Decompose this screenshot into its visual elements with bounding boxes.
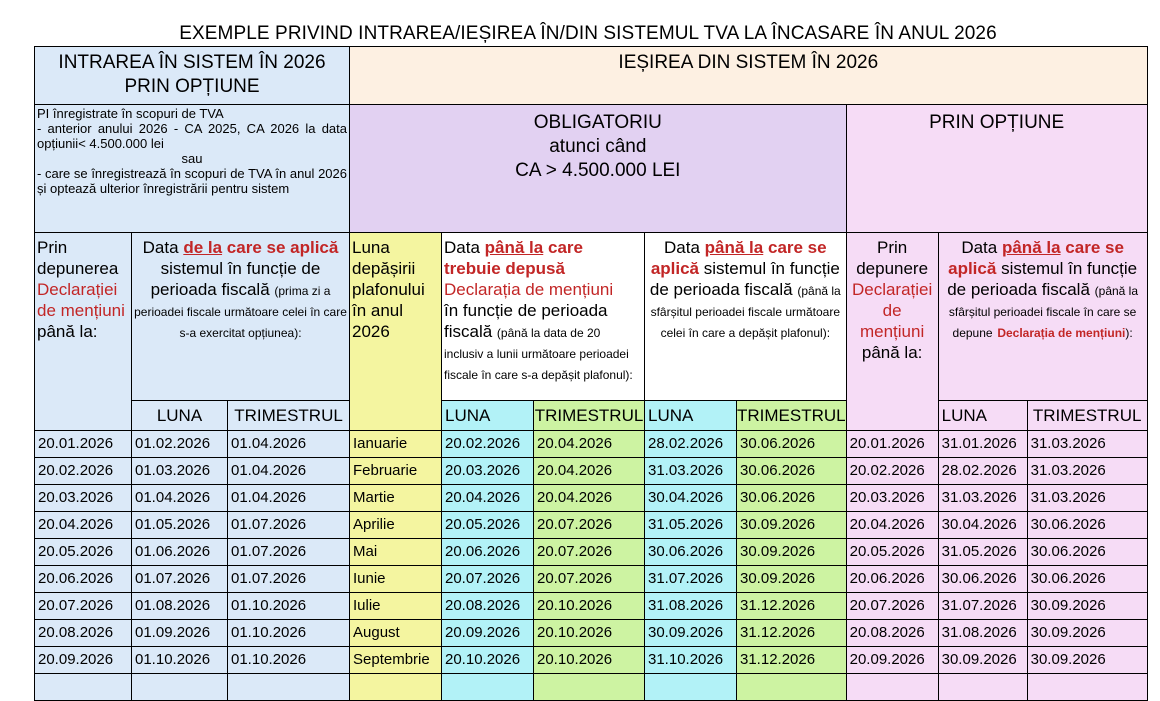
cell-depunere-optiune: 20.08.2026 bbox=[846, 620, 938, 647]
cell-luna-depasire: Septembrie bbox=[350, 647, 442, 674]
col6-b: Declarației de mențiuni bbox=[851, 280, 933, 341]
cell-iesire-luna: 31.08.2026 bbox=[645, 593, 737, 620]
cell-optiune-trimestru bbox=[1027, 674, 1147, 701]
cell-depunere-optiune: 20.05.2026 bbox=[846, 539, 938, 566]
intrare-header-line2: PRIN OPȚIUNE bbox=[124, 76, 260, 97]
subheader-trimestrul-2: TRIMESTRUL bbox=[534, 401, 645, 431]
conditions-line1: PI înregistrate în scopuri de TVA bbox=[37, 106, 224, 121]
col-prin-depunere bbox=[846, 233, 938, 431]
col5-c: care se aplică bbox=[650, 238, 827, 278]
col6-a: Prin depunere bbox=[856, 238, 929, 278]
cell-depunere-intrare: 20.07.2026 bbox=[35, 593, 132, 620]
iesire-header-text: IEȘIREA DIN SISTEM ÎN 2026 bbox=[618, 52, 879, 73]
cell-aplicare-trimestru: 01.10.2026 bbox=[228, 647, 350, 674]
cell-iesire-trimestru: 30.06.2026 bbox=[737, 431, 847, 458]
cell-depunere-trimestru: 20.10.2026 bbox=[534, 620, 645, 647]
cell-iesire-trimestru bbox=[737, 674, 847, 701]
cell-luna-depasire: Aprilie bbox=[350, 512, 442, 539]
cell-aplicare-trimestru: 01.04.2026 bbox=[228, 431, 350, 458]
subheader-luna-4: LUNA bbox=[938, 401, 1027, 431]
cell-depunere-optiune: 20.01.2026 bbox=[846, 431, 938, 458]
conditions-line3: sau bbox=[181, 151, 203, 166]
cell-depunere-trimestru: 20.10.2026 bbox=[534, 647, 645, 674]
cell-depunere-luna: 20.03.2026 bbox=[442, 458, 534, 485]
cell-depunere-luna: 20.04.2026 bbox=[442, 485, 534, 512]
col-data-de-la bbox=[132, 233, 350, 401]
col3-a: Luna depășirii plafonului în anul 2026 bbox=[352, 238, 425, 341]
cell-iesire-luna: 30.09.2026 bbox=[645, 620, 737, 647]
cell-depunere-optiune bbox=[846, 674, 938, 701]
subheader-luna-2: LUNA bbox=[442, 401, 534, 431]
cell-iesire-trimestru: 30.06.2026 bbox=[737, 485, 847, 512]
col5-e: (până la sfârșitul perioadei fiscale următoare celei în care a depășit plafonul): bbox=[650, 284, 841, 340]
cell-aplicare-trimestru: 01.07.2026 bbox=[228, 566, 350, 593]
cell-iesire-luna bbox=[645, 674, 737, 701]
cell-luna-depasire: Martie bbox=[350, 485, 442, 512]
cell-depunere-intrare: 20.06.2026 bbox=[35, 566, 132, 593]
cell-iesire-trimestru: 31.12.2026 bbox=[737, 593, 847, 620]
cell-depunere-trimestru: 20.10.2026 bbox=[534, 593, 645, 620]
cell-depunere-optiune: 20.04.2026 bbox=[846, 512, 938, 539]
cell-depunere-trimestru: 20.07.2026 bbox=[534, 512, 645, 539]
cell-aplicare-trimestru: 01.04.2026 bbox=[228, 485, 350, 512]
cell-optiune-luna: 30.09.2026 bbox=[938, 647, 1027, 674]
cell-depunere-trimestru: 20.07.2026 bbox=[534, 539, 645, 566]
cell-depunere-optiune: 20.09.2026 bbox=[846, 647, 938, 674]
col7-c: care se aplică bbox=[948, 238, 1124, 278]
table-row bbox=[35, 431, 1148, 458]
col2-c: care se aplică bbox=[226, 238, 339, 257]
cell-depunere-intrare: 20.03.2026 bbox=[35, 485, 132, 512]
cell-aplicare-luna: 01.03.2026 bbox=[132, 458, 228, 485]
obligatoriu-line1: OBLIGATORIU bbox=[533, 112, 662, 133]
cell-luna-depasire: Iulie bbox=[350, 593, 442, 620]
col7-g: ): bbox=[1125, 326, 1133, 340]
col4-d: trebuie depusă bbox=[444, 259, 565, 278]
col2-d: sistemul în funcție de perioada fiscală bbox=[150, 259, 321, 299]
obligatoriu-header bbox=[350, 105, 847, 233]
cell-depunere-trimestru: 20.04.2026 bbox=[534, 431, 645, 458]
cell-depunere-intrare bbox=[35, 674, 132, 701]
col1-b: Declarației de mențiuni bbox=[37, 280, 125, 320]
cell-optiune-trimestru: 30.06.2026 bbox=[1027, 566, 1147, 593]
cell-luna-depasire: Februarie bbox=[350, 458, 442, 485]
table-row bbox=[35, 512, 1148, 539]
table-row bbox=[35, 566, 1148, 593]
col1-c: până la: bbox=[37, 322, 98, 341]
cell-optiune-trimestru: 30.09.2026 bbox=[1027, 647, 1147, 674]
cell-depunere-trimestru bbox=[534, 674, 645, 701]
cell-aplicare-luna: 01.02.2026 bbox=[132, 431, 228, 458]
cell-aplicare-trimestru: 01.07.2026 bbox=[228, 512, 350, 539]
col4-g: (până la data de 20 inclusiv a lunii următoare perioadei fiscale în care s-a depășit plafonul): bbox=[444, 326, 633, 382]
cell-iesire-luna: 31.05.2026 bbox=[645, 512, 737, 539]
cell-iesire-luna: 31.03.2026 bbox=[645, 458, 737, 485]
cell-depunere-optiune: 20.02.2026 bbox=[846, 458, 938, 485]
cell-optiune-luna: 30.06.2026 bbox=[938, 566, 1027, 593]
cell-aplicare-luna bbox=[132, 674, 228, 701]
cell-depunere-luna bbox=[442, 674, 534, 701]
col7-d: sistemul în funcție de perioada fiscală bbox=[947, 259, 1138, 299]
table-row bbox=[35, 674, 1148, 701]
cell-iesire-trimestru: 31.12.2026 bbox=[737, 620, 847, 647]
cell-depunere-luna: 20.05.2026 bbox=[442, 512, 534, 539]
subheader-trimestrul-4: TRIMESTRUL bbox=[1027, 401, 1147, 431]
cell-depunere-trimestru: 20.04.2026 bbox=[534, 485, 645, 512]
cell-depunere-intrare: 20.05.2026 bbox=[35, 539, 132, 566]
subheader-luna-1: LUNA bbox=[132, 401, 228, 431]
col7-e: (până la sfârșitul perioadei fiscale în care se depune bbox=[948, 284, 1139, 340]
obligatoriu-line2: atunci când bbox=[549, 136, 647, 157]
cell-iesire-luna: 30.04.2026 bbox=[645, 485, 737, 512]
cell-depunere-intrare: 20.02.2026 bbox=[35, 458, 132, 485]
subheader-trimestrul-1: TRIMESTRUL bbox=[228, 401, 350, 431]
cell-optiune-trimestru: 30.06.2026 bbox=[1027, 539, 1147, 566]
iesire-header bbox=[350, 47, 1148, 105]
cell-aplicare-trimestru: 01.04.2026 bbox=[228, 458, 350, 485]
col7-a: Data bbox=[961, 238, 998, 257]
cell-depunere-luna: 20.06.2026 bbox=[442, 539, 534, 566]
cell-aplicare-trimestru: 01.10.2026 bbox=[228, 593, 350, 620]
col5-d: sistemul în funcție de perioada fiscală bbox=[649, 259, 840, 299]
cell-optiune-luna: 28.02.2026 bbox=[938, 458, 1027, 485]
cell-optiune-trimestru: 30.06.2026 bbox=[1027, 512, 1147, 539]
cell-luna-depasire bbox=[350, 674, 442, 701]
cell-depunere-luna: 20.09.2026 bbox=[442, 620, 534, 647]
col4-a: Data bbox=[444, 238, 480, 257]
subheader-luna-3: LUNA bbox=[645, 401, 737, 431]
col4-f: în funcție de perioada fiscală bbox=[444, 301, 608, 341]
cell-iesire-trimestru: 30.06.2026 bbox=[737, 458, 847, 485]
cell-depunere-luna: 20.02.2026 bbox=[442, 431, 534, 458]
col7-f: Declarația de mențiuni bbox=[997, 326, 1126, 340]
col6-c: până la: bbox=[861, 343, 923, 362]
col5-b: până la bbox=[704, 238, 764, 257]
cell-optiune-trimestru: 31.03.2026 bbox=[1027, 485, 1147, 512]
intrare-header bbox=[35, 47, 350, 105]
col1-a: Prin depunerea bbox=[37, 238, 119, 278]
cell-depunere-optiune: 20.06.2026 bbox=[846, 566, 938, 593]
table-row bbox=[35, 539, 1148, 566]
cell-optiune-trimestru: 30.09.2026 bbox=[1027, 593, 1147, 620]
cell-iesire-trimestru: 30.09.2026 bbox=[737, 512, 847, 539]
cell-optiune-luna: 31.01.2026 bbox=[938, 431, 1027, 458]
conditions-line2: - anterior anului 2026 - CA 2025, CA 2026 la data opțiunii< 4.500.000 lei bbox=[37, 121, 347, 151]
col2-e: (prima zi a perioadei fiscale următoare celei în care s-a exercitat opțiunea): bbox=[134, 284, 347, 340]
cell-aplicare-trimestru bbox=[228, 674, 350, 701]
conditions-line4: - care se înregistrează în scopuri de TVA în anul 2026 și optează ulterior înregistrării pentru sistem bbox=[37, 166, 347, 196]
col2-b: de la bbox=[183, 238, 223, 257]
cell-iesire-luna: 31.10.2026 bbox=[645, 647, 737, 674]
cell-iesire-trimestru: 30.09.2026 bbox=[737, 539, 847, 566]
document-title: EXEMPLE PRIVIND INTRAREA/IEȘIREA ÎN/DIN SISTEMUL TVA LA ÎNCASARE ÎN ANUL 2026 bbox=[179, 23, 997, 44]
cell-luna-depasire: Ianuarie bbox=[350, 431, 442, 458]
col-data-depunere bbox=[442, 233, 645, 401]
tva-incasare-table bbox=[34, 46, 1148, 701]
cell-depunere-intrare: 20.09.2026 bbox=[35, 647, 132, 674]
cell-optiune-trimestru: 31.03.2026 bbox=[1027, 458, 1147, 485]
cell-iesire-trimestru: 30.09.2026 bbox=[737, 566, 847, 593]
table-row bbox=[35, 620, 1148, 647]
col4-e: Declarația de mențiuni bbox=[444, 280, 614, 299]
cell-depunere-intrare: 20.04.2026 bbox=[35, 512, 132, 539]
cell-depunere-luna: 20.10.2026 bbox=[442, 647, 534, 674]
table-row bbox=[35, 485, 1148, 512]
conditions-cell bbox=[35, 105, 350, 233]
cell-depunere-intrare: 20.01.2026 bbox=[35, 431, 132, 458]
cell-depunere-optiune: 20.07.2026 bbox=[846, 593, 938, 620]
cell-aplicare-luna: 01.04.2026 bbox=[132, 485, 228, 512]
cell-luna-depasire: Mai bbox=[350, 539, 442, 566]
cell-depunere-luna: 20.08.2026 bbox=[442, 593, 534, 620]
cell-iesire-trimestru: 31.12.2026 bbox=[737, 647, 847, 674]
cell-optiune-luna: 31.07.2026 bbox=[938, 593, 1027, 620]
cell-optiune-trimestru: 31.03.2026 bbox=[1027, 431, 1147, 458]
cell-aplicare-luna: 01.07.2026 bbox=[132, 566, 228, 593]
cell-optiune-luna: 31.05.2026 bbox=[938, 539, 1027, 566]
table-row bbox=[35, 458, 1148, 485]
cell-depunere-trimestru: 20.04.2026 bbox=[534, 458, 645, 485]
cell-depunere-optiune: 20.03.2026 bbox=[846, 485, 938, 512]
cell-optiune-luna bbox=[938, 674, 1027, 701]
cell-iesire-luna: 28.02.2026 bbox=[645, 431, 737, 458]
cell-aplicare-luna: 01.06.2026 bbox=[132, 539, 228, 566]
cell-depunere-luna: 20.07.2026 bbox=[442, 566, 534, 593]
cell-aplicare-trimestru: 01.10.2026 bbox=[228, 620, 350, 647]
prin-optiune-text: PRIN OPȚIUNE bbox=[929, 112, 1065, 133]
cell-aplicare-luna: 01.08.2026 bbox=[132, 593, 228, 620]
col-data-aplicare-optiune bbox=[938, 233, 1147, 401]
col-luna-depasirii bbox=[350, 233, 442, 431]
col2-a: Data bbox=[142, 238, 179, 257]
col-prin-depunerea bbox=[35, 233, 132, 431]
cell-aplicare-luna: 01.05.2026 bbox=[132, 512, 228, 539]
subheader-trimestrul-3: TRIMESTRUL bbox=[737, 401, 847, 431]
intrare-header-line1: INTRAREA ÎN SISTEM ÎN 2026 bbox=[58, 52, 326, 73]
table-body bbox=[35, 431, 1148, 701]
cell-aplicare-luna: 01.10.2026 bbox=[132, 647, 228, 674]
cell-optiune-luna: 31.03.2026 bbox=[938, 485, 1027, 512]
prin-optiune-header bbox=[846, 105, 1147, 233]
cell-luna-depasire: August bbox=[350, 620, 442, 647]
col4-b: până la bbox=[484, 238, 544, 257]
table-row bbox=[35, 647, 1148, 674]
cell-optiune-luna: 31.08.2026 bbox=[938, 620, 1027, 647]
cell-iesire-luna: 31.07.2026 bbox=[645, 566, 737, 593]
cell-aplicare-trimestru: 01.07.2026 bbox=[228, 539, 350, 566]
table-row bbox=[35, 593, 1148, 620]
cell-luna-depasire: Iunie bbox=[350, 566, 442, 593]
col7-b: până la bbox=[1001, 238, 1061, 257]
cell-depunere-trimestru: 20.07.2026 bbox=[534, 566, 645, 593]
cell-optiune-trimestru: 30.09.2026 bbox=[1027, 620, 1147, 647]
cell-aplicare-luna: 01.09.2026 bbox=[132, 620, 228, 647]
cell-optiune-luna: 30.04.2026 bbox=[938, 512, 1027, 539]
col4-c: care bbox=[547, 238, 583, 257]
obligatoriu-line3: CA > 4.500.000 LEI bbox=[515, 160, 681, 181]
cell-depunere-intrare: 20.08.2026 bbox=[35, 620, 132, 647]
col-data-aplicare-iesire bbox=[645, 233, 847, 401]
col5-a: Data bbox=[664, 238, 700, 257]
cell-iesire-luna: 30.06.2026 bbox=[645, 539, 737, 566]
